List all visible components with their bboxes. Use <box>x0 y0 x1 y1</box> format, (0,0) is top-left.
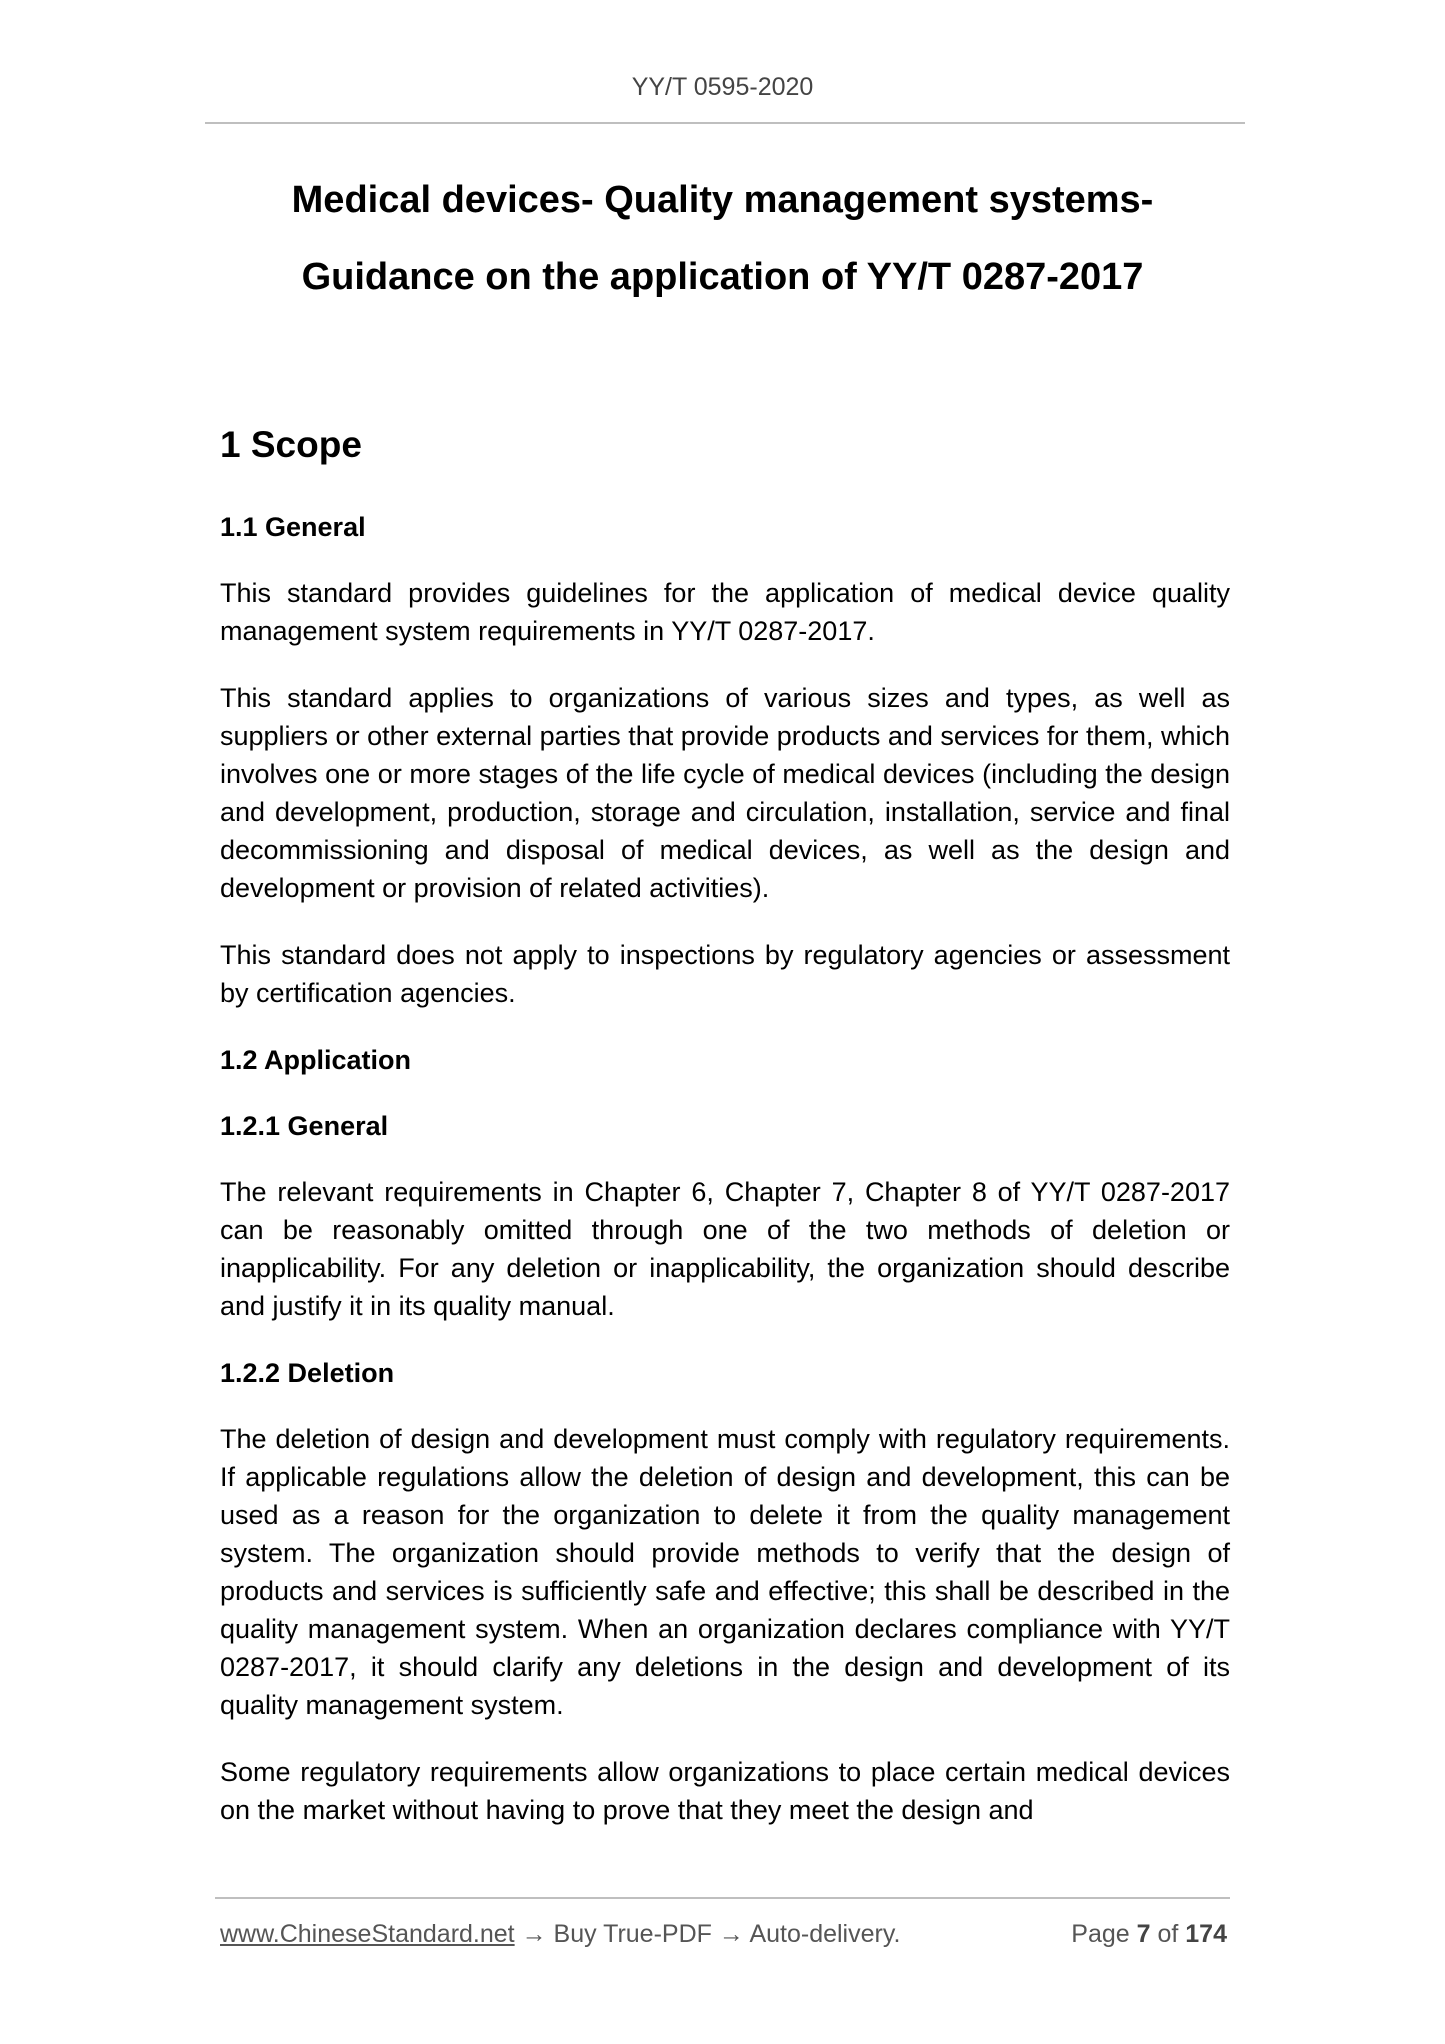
paragraph: The deletion of design and development must comply with regulatory requirements. If applicable regulations allow the deletion of design and development, this can be used as a reason for the organization to delete it from the quality management system. The organization should provide methods to verify that the design of products and services is sufficiently safe and effective; this shall be described in the quality management system. When an organization declares compliance with YY/T 0287-2017, it should clarify any deletions in the design and development of its quality management system. <box>220 1424 1230 1720</box>
footer-divider <box>215 1897 1230 1899</box>
paragraph: The relevant requirements in Chapter 6, Chapter 7, Chapter 8 of YY/T 0287-2017 can be reasonably omitted through one of the two methods of deletion or inapplicability. For any deletion or inapplicability, the organization should describe and justify it in its quality manual. <box>220 1177 1230 1321</box>
section-heading-general: 1.1 General <box>220 512 366 542</box>
section-heading-scope: 1 Scope <box>220 424 362 465</box>
current-page-number: 7 <box>1136 1920 1151 1948</box>
document-title <box>0 162 1445 316</box>
header-doc-code: YY/T 0595-2020 <box>631 73 814 101</box>
section-heading-application-general: 1.2.1 General <box>220 1111 389 1141</box>
of-label: of <box>1157 1920 1179 1948</box>
page-label: Page <box>1071 1920 1130 1948</box>
section-heading-application: 1.2 Application <box>220 1045 412 1075</box>
footer-promo <box>220 1917 900 1951</box>
paragraph: Some regulatory requirements allow organizations to place certain medical devices on the market without having to prove that they meet the design and <box>220 1757 1230 1825</box>
document-title-line-1: Medical devices- Quality management systems- <box>291 179 1154 221</box>
arrow-icon: → <box>718 1920 744 1948</box>
arrow-icon: → <box>521 1920 547 1948</box>
document-title-line-2: Guidance on the application of YY/T 0287-2017 <box>301 256 1144 298</box>
paragraph: This standard applies to organizations of various sizes and types, as well as suppliers or other external parties that provide products and services for them, which involves one or more stages of the life cycle of medical devices (including the design and development, production, storage and circulation, installation, service and final decommissioning and disposal of medical devices, as well as the design and development or provision of related activities). <box>220 683 1230 903</box>
auto-delivery-text: Auto-delivery. <box>749 1920 901 1948</box>
section-heading-deletion: 1.2.2 Deletion <box>220 1358 395 1388</box>
paragraph: This standard provides guidelines for the application of medical device quality management system requirements in YY/T 0287-2017. <box>220 578 1230 646</box>
page-indicator <box>1071 1917 1227 1951</box>
document-body <box>220 420 1230 1858</box>
header-divider <box>205 122 1245 124</box>
chinesestandard-link[interactable]: www.ChineseStandard.net <box>220 1920 515 1948</box>
total-pages: 174 <box>1185 1920 1227 1948</box>
buy-pdf-text: Buy True-PDF <box>553 1920 712 1948</box>
paragraph: This standard does not apply to inspections by regulatory agencies or assessment by certification agencies. <box>220 940 1230 1008</box>
